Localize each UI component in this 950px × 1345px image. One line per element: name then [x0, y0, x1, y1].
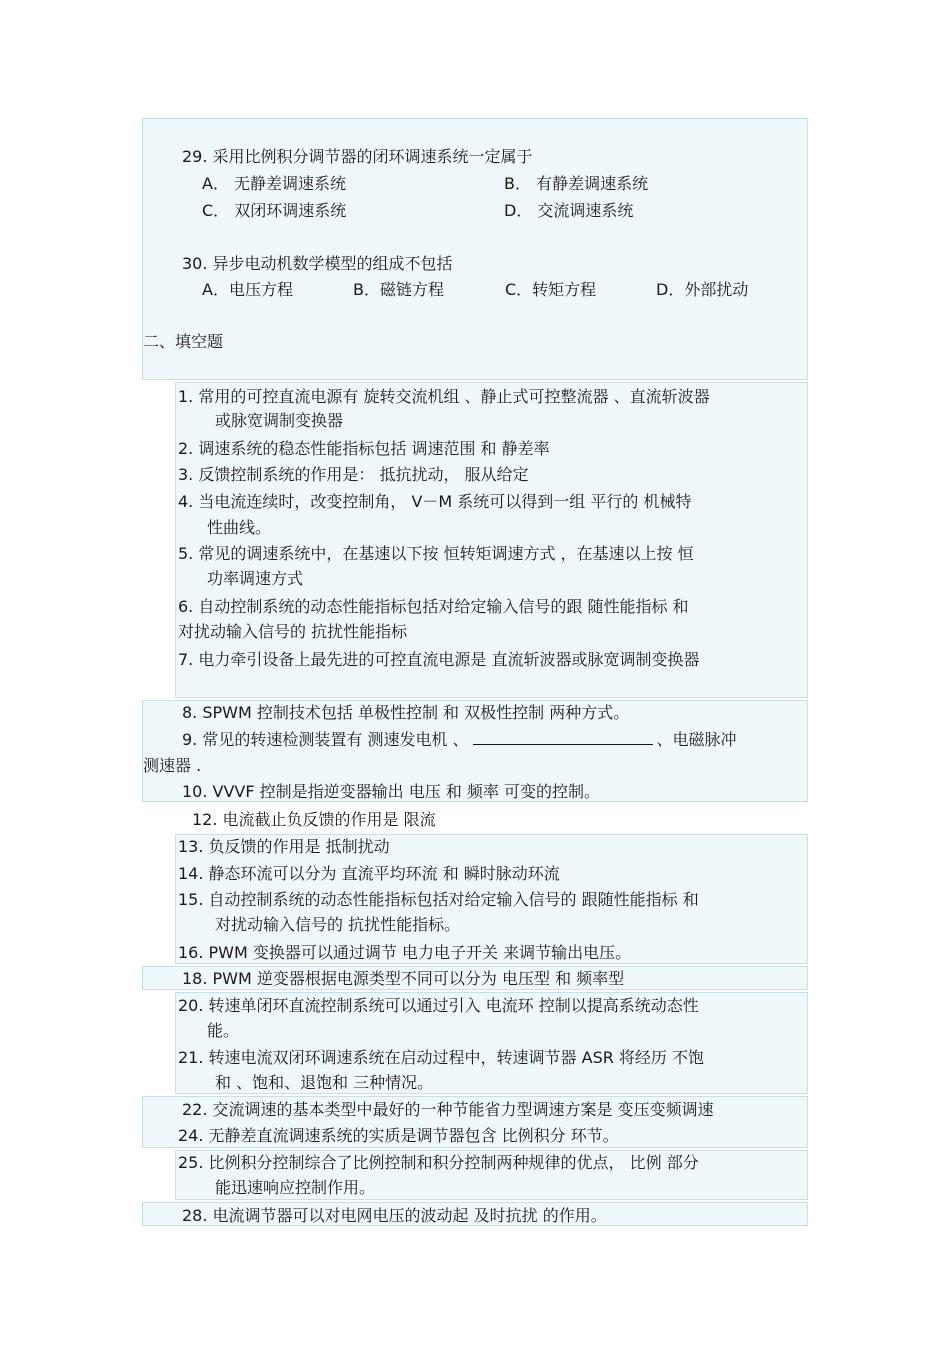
- q29-stem: 29. 采用比例积分调节器的闭环调速系统一定属于: [182, 147, 533, 166]
- fill-item-9-text: 9. 常见的转速检测装置有 测速发电机 、: [182, 730, 469, 749]
- fill-item-25: 25. 比例积分控制综合了比例控制和积分控制两种规律的优点， 比例 部分: [178, 1153, 699, 1172]
- fill-item-25-cont: 能迅速响应控制作用。: [215, 1178, 376, 1197]
- fill-item-10: 10. VVVF 控制是指逆变器输出 电压 和 频率 可变的控制。: [182, 782, 601, 801]
- fill-item-1: 1. 常用的可控直流电源有 旋转交流机组 、静止式可控整流器 、直流斩波器: [178, 387, 710, 406]
- fill-item-6-cont: 对扰动输入信号的 抗扰性能指标: [178, 622, 408, 641]
- fill-item-6: 6. 自动控制系统的动态性能指标包括对给定输入信号的跟 随性能指标 和: [178, 597, 689, 616]
- fill-item-1-cont: 或脉宽调制变换器: [215, 411, 344, 430]
- fill-item-7: 7. 电力牵引设备上最先进的可控直流电源是 直流斩波器或脉宽调制变换器: [178, 650, 700, 669]
- fill-item-22: 22. 交流调速的基本类型中最好的一种节能省力型调速方案是 变压变频调速: [182, 1100, 714, 1119]
- fill-item-8: 8. SPWM 控制技术包括 单极性控制 和 双极性控制 两种方式。: [182, 703, 630, 722]
- fill-item-3: 3. 反馈控制系统的作用是： 抵抗扰动， 服从给定: [178, 465, 529, 484]
- fill-item-9: [182, 729, 737, 751]
- fill-item-5: 5. 常见的调速系统中，在基速以下按 恒转矩调速方式 ，在基速以上按 恒: [178, 544, 694, 563]
- fill-item-20-cont: 能。: [207, 1021, 240, 1040]
- fill-item-16: 16. PWM 变换器可以通过调节 电力电子开关 来调节输出电压。: [178, 943, 632, 962]
- fill-item-12: 12. 电流截止负反馈的作用是 限流: [192, 810, 436, 829]
- fill-item-20: 20. 转速单闭环直流控制系统可以通过引入 电流环 控制以提高系统动态性: [178, 996, 699, 1015]
- fill-item-21-cont: 和 、饱和、退饱和 三种情况。: [215, 1073, 434, 1092]
- fill-item-13: 13. 负反馈的作用是 抵制扰动: [178, 837, 390, 856]
- fill-item-14: 14. 静态环流可以分为 直流平均环流 和 瞬时脉动环流: [178, 864, 560, 883]
- fill-item-15: 15. 自动控制系统的动态性能指标包括对给定输入信号的 跟随性能指标 和: [178, 890, 699, 909]
- fill-item-5-cont: 功率调速方式: [207, 569, 304, 588]
- fill-item-2: 2. 调速系统的稳态性能指标包括 调速范围 和 静差率: [178, 439, 550, 458]
- q29-option-a: A． 无静差调速系统: [202, 174, 347, 193]
- q30-option-c: C．转矩方程: [505, 280, 597, 299]
- q29-option-d: D． 交流调速系统: [504, 201, 634, 220]
- fill-item-18: 18. PWM 逆变器根据电源类型不同可以分为 电压型 和 频率型: [182, 969, 625, 988]
- section-title: 二、填空题: [143, 332, 224, 351]
- fill-item-28: 28. 电流调节器可以对电网电压的波动起 及时抗扰 的作用。: [182, 1206, 607, 1225]
- q30-stem: 30. 异步电动机数学模型的组成不包括: [182, 254, 453, 273]
- fill-item-21: 21. 转速电流双闭环调速系统在启动过程中，转速调节器 ASR 将经历 不饱: [178, 1048, 705, 1067]
- fill-item-4: 4. 当电流连续时，改变控制角， V－M 系统可以得到一组 平行的 机械特: [178, 492, 692, 511]
- q29-option-c: C． 双闭环调速系统: [202, 201, 347, 220]
- fill-item-15-cont: 对扰动输入信号的 抗扰性能指标。: [215, 915, 461, 934]
- fill-item-4-cont: 性曲线。: [207, 518, 272, 537]
- q30-option-b: B．磁链方程: [353, 280, 444, 299]
- q29-option-b: B． 有静差调速系统: [504, 174, 649, 193]
- fill-item-9-blank: [473, 730, 653, 745]
- fill-item-24: 24. 无静差直流调速系统的实质是调节器包含 比例积分 环节。: [178, 1126, 619, 1145]
- q30-option-a: A．电压方程: [202, 280, 293, 299]
- fill-item-9-tail: 、电磁脉冲: [656, 730, 737, 749]
- q30-option-d: D．外部扰动: [656, 280, 749, 299]
- fill-item-9-cont: 测速器 .: [143, 756, 202, 775]
